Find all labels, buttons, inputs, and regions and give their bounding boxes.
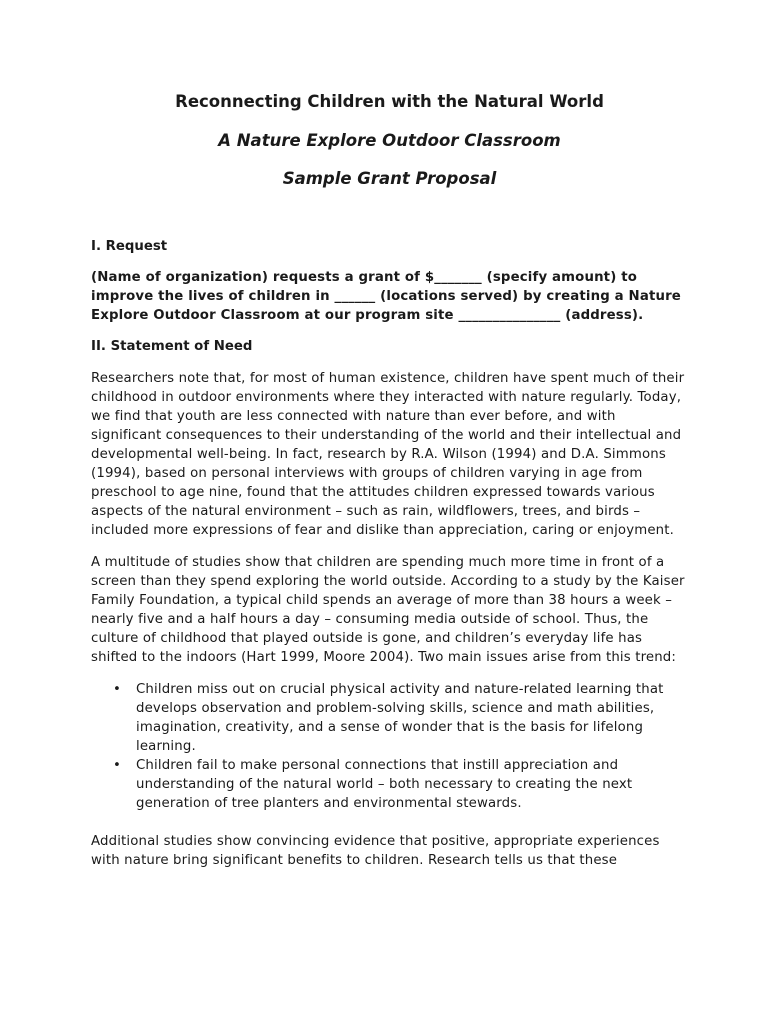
list-item-text: Children fail to make personal connections that instill appreciation and understanding of the natural world – both necessary to creating the next generation of tree planters and environmental stewards. xyxy=(136,758,633,811)
need-paragraph-1: Researchers note that, for most of human existence, children have spent much of their childhood in outdoor environments where they interacted with nature regularly. Today, we find that youth are less connected with nature than ever before, and with significant consequences to their understanding of the world and their intellectual and developmental well-being. In fact, research by R.A. Wilson (1994) and D.A. Simmons (1994), based on personal interviews with groups of children varying in age from preschool to age nine, found that the attitudes children expressed towards various aspects of the natural environment – such as rain, wildflowers, trees, and birds – included more expressions of fear and dislike than appreciation, caring or enjoyment. xyxy=(91,371,685,538)
section-heading-need: II. Statement of Need xyxy=(91,339,253,354)
list-item xyxy=(91,756,688,813)
issue-list xyxy=(91,680,688,813)
need-paragraph-2: A multitude of studies show that children are spending much more time in front of a screen than they spend exploring the world outside. According to a study by the Kaiser Family Foundation, a typical child spends an average of more than 38 hours a week – nearly five and a half hours a day – consuming media outside of school. Thus, the culture of childhood that played outside is gone, and children’s everyday life has shifted to the indoors (Hart 1999, Moore 2004). Two main issues arise from this trend: xyxy=(91,555,685,665)
need-paragraph-3: Additional studies show convincing evidence that positive, appropriate experiences with nature bring significant benefits to children. Research tells us that these xyxy=(91,834,660,868)
document-subtitle-2: Sample Grant Proposal xyxy=(282,169,497,188)
document-title: Reconnecting Children with the Natural World xyxy=(175,92,604,111)
bullet-icon: • xyxy=(113,682,121,697)
list-item xyxy=(91,680,688,756)
section-heading-request: I. Request xyxy=(91,239,168,254)
title-block xyxy=(91,0,688,189)
request-paragraph: (Name of organization) requests a grant of $_______ (specify amount) to improve the lives of children in ______ (locations served) by creating a Nature Explore Outdoor Classroom at our program site _______________ (address). xyxy=(91,270,681,323)
bullet-icon: • xyxy=(113,758,121,773)
document-subtitle: A Nature Explore Outdoor Classroom xyxy=(218,131,561,150)
list-item-text: Children miss out on crucial physical activity and nature-related learning that develops observation and problem-solving skills, science and math abilities, imagination, creativity, and a sense of wonder that is the basis for lifelong learning. xyxy=(136,682,664,754)
